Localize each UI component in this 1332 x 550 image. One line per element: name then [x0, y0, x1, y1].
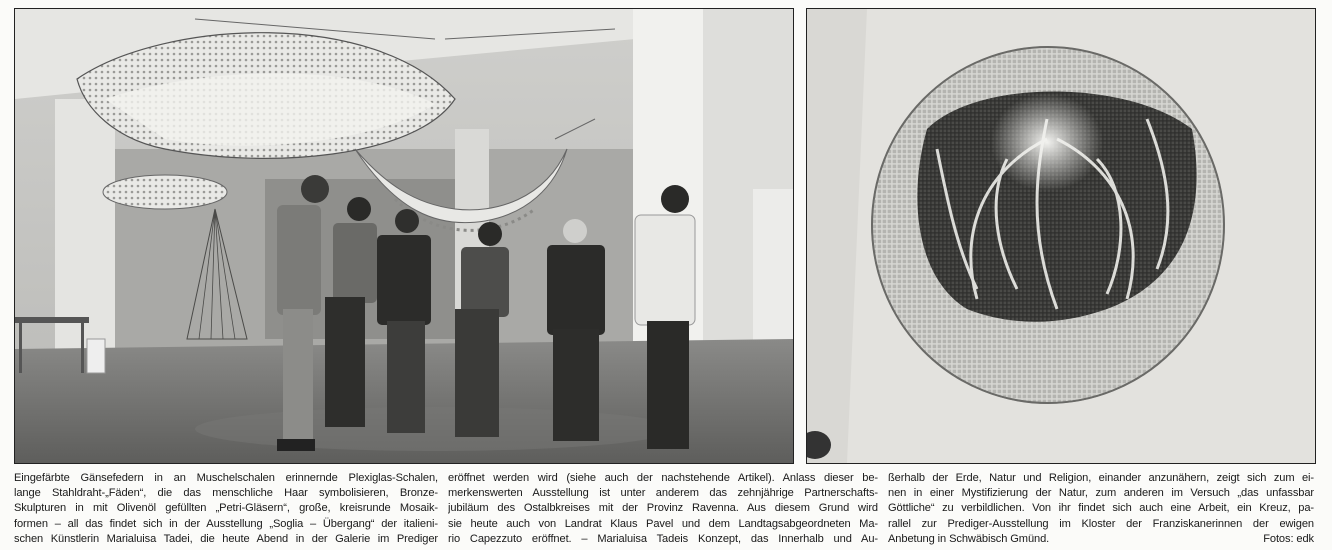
caption-line: lange Stahldraht-„Fäden“, die das menschliche Haar symbolisieren, Bronze- — [14, 487, 438, 500]
caption-column-2 — [448, 471, 878, 547]
caption-line: Skulpturen in mit Olivenöl gefüllten „Petri-Gläsern“, große, kreisrunde Mosaik- — [14, 502, 438, 515]
gallery-photo — [14, 8, 794, 464]
caption-last-line — [888, 532, 1314, 547]
photo-credit: Fotos: edk — [1263, 532, 1314, 545]
caption-line: schen Künstlerin Marialuisa Tadei, die heute Abend in der Galerie im Prediger — [14, 532, 438, 545]
caption-line: ßerhalb der Erde, Natur und Religion, einander anzunähern, zeigt sich zum ei- — [888, 472, 1314, 484]
caption-line: merkenswerten Ausstellung ist unter anderem das zehnjährige Partnerschafts- — [448, 487, 878, 500]
caption-line: jubiläum des Ostalbkreises mit der Provinz Ravenna. Aus diesem Grund wird — [448, 502, 878, 515]
caption-line: nen in einer Mystifizierung der Natur, zum anderen im Versuch „das unfassbar — [888, 487, 1314, 500]
caption-line: Anbetung in Schwäbisch Gmünd. — [888, 532, 1050, 545]
caption-line: rio Capezzuto eröffnet. – Marialuisa Tadeis Konzept, das Innerhalb und Au- — [448, 532, 878, 545]
gallery-scene-illustration — [15, 9, 793, 463]
visitor-5 — [547, 219, 605, 441]
caption-line: eröffnet werden wird (siehe auch der nachstehende Artikel). Anlass dieser be- — [448, 472, 878, 484]
caption-line: formen – all das findet sich in der Ausstellung „Soglia – Übergang“ der italieni- — [14, 517, 438, 530]
caption-line: rallel zur Prediger-Ausstellung im Kloster der Franziskanerinnen der ewigen — [888, 517, 1314, 530]
caption-column-1 — [14, 471, 438, 547]
caption-line: Göttliche“ zu verbildlichen. Von ihr findet sich auch eine Arbeit, ein Kreuz, pa- — [888, 502, 1314, 515]
mosaic-illustration — [807, 9, 1315, 463]
mosaic-photo — [806, 8, 1316, 464]
caption-line: sie heute auch von Landrat Klaus Pavel und dem Landtagsabgeordneten Ma- — [448, 517, 878, 530]
caption-column-3 — [888, 471, 1314, 547]
caption-line: Eingefärbte Gänsefedern in an Muschelschalen erinnernde Plexiglas-Schalen, — [14, 472, 438, 484]
